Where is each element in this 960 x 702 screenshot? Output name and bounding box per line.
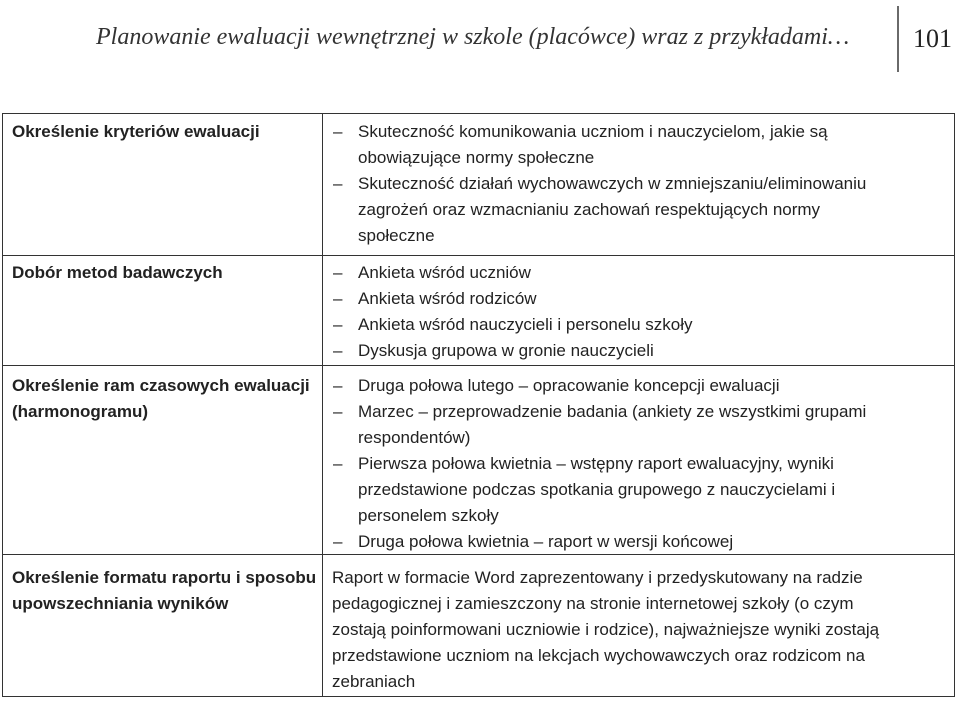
- list-item: [333, 260, 895, 286]
- list-item: [333, 373, 895, 399]
- list-item-text: Marzec – przeprowadzenie badania (ankiety ze wszystkimi grupami respondentów): [358, 402, 867, 447]
- row-label-report-format: Określenie formatu raportu i sposobu upowszechniania wyników: [12, 568, 317, 613]
- header-divider: [897, 6, 899, 72]
- list-item-text: Pierwsza połowa kwietnia – wstępny raport ewaluacyjny, wyniki przedstawione podczas spotkania grupowego z nauczycielami i personelem szkoły: [358, 454, 836, 525]
- running-title: Planowanie ewaluacji wewnętrznej w szkole (placówce) wraz z przykładami…: [96, 24, 850, 50]
- list-item: [333, 338, 895, 364]
- row-content-schedule: [333, 373, 895, 555]
- row-divider: [3, 554, 954, 555]
- list-item: [333, 451, 895, 529]
- dash-bullet: –: [333, 402, 343, 421]
- dash-bullet: –: [333, 315, 343, 334]
- row-content-report-format: [332, 565, 902, 695]
- list-item-text: Ankieta wśród nauczycieli i personelu szkoły: [358, 315, 693, 334]
- list-item-text: Dyskusja grupowa w gronie nauczycieli: [358, 341, 654, 360]
- list-item: [333, 312, 895, 338]
- dash-bullet: –: [333, 174, 343, 193]
- dash-bullet: –: [333, 454, 343, 473]
- evaluation-plan-table: [2, 113, 955, 697]
- dash-bullet: –: [333, 122, 343, 141]
- dash-bullet: –: [333, 289, 343, 308]
- report-paragraph: Raport w formacie Word zaprezentowany i przedyskutowany na radzie pedagogicznej i zamieszczony na stronie internetowej szkoły (o czym zostają poinformowani uczniowie i rodzice), najważniejsze wyniki zostają przedstawione uczniom na lekcjach wychowawczych oraz rodzicom na zebraniach: [332, 568, 880, 691]
- dash-bullet: –: [333, 532, 343, 551]
- row-divider: [3, 255, 954, 256]
- list-item-text: Druga połowa kwietnia – raport w wersji końcowej: [358, 532, 734, 551]
- list-item: [333, 119, 895, 171]
- row-content-methods: [333, 260, 895, 364]
- column-divider: [322, 114, 323, 696]
- row-label-schedule: Określenie ram czasowych ewaluacji (harmonogramu): [12, 376, 310, 421]
- dash-bullet: –: [333, 376, 343, 395]
- list-item: [333, 399, 895, 451]
- dash-bullet: –: [333, 263, 343, 282]
- page-header: [0, 0, 960, 78]
- list-item: [333, 171, 895, 249]
- list-item: [333, 286, 895, 312]
- list-item-text: Ankieta wśród rodziców: [358, 289, 537, 308]
- row-label-criteria: Określenie kryteriów ewaluacji: [12, 122, 260, 141]
- list-item-text: Skuteczność komunikowania uczniom i nauczycielom, jakie są obowiązujące normy społeczne: [358, 122, 828, 167]
- list-item: [333, 529, 895, 555]
- dash-bullet: –: [333, 341, 343, 360]
- list-item-text: Druga połowa lutego – opracowanie koncepcji ewaluacji: [358, 376, 780, 395]
- list-item-text: Ankieta wśród uczniów: [358, 263, 531, 282]
- row-label-methods: Dobór metod badawczych: [12, 263, 223, 282]
- row-content-criteria: [333, 119, 895, 249]
- list-item-text: Skuteczność działań wychowawczych w zmniejszaniu/eliminowaniu zagrożeń oraz wzmacnianiu zachowań respektujących normy społeczne: [358, 174, 867, 245]
- page-number: 101: [913, 24, 952, 53]
- row-divider: [3, 365, 954, 366]
